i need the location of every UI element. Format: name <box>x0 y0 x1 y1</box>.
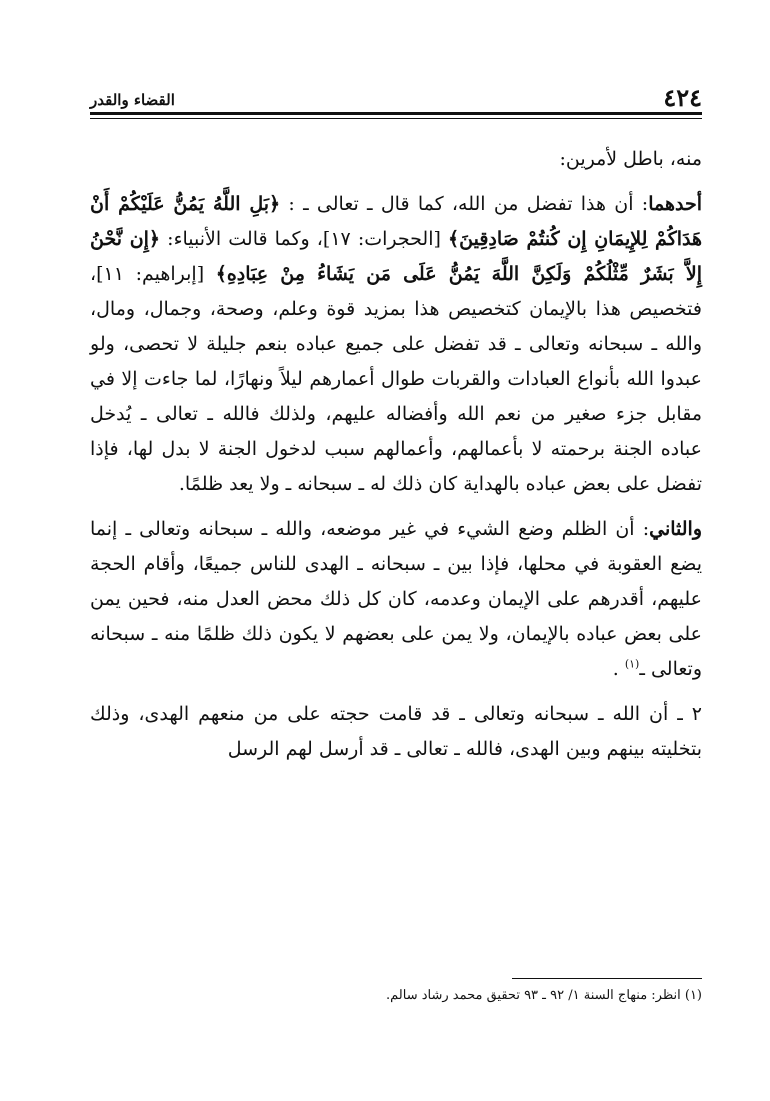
second-reason-end: . <box>612 658 625 680</box>
header-rule-thin <box>90 118 702 119</box>
running-header <box>90 80 702 110</box>
first-reason-lead: أحدهما <box>648 193 702 215</box>
footnote-text: (١) انظر: منهاج السنة ١/ ٩٢ ـ ٩٣ تحقيق محمد رشاد سالم. <box>385 988 702 1003</box>
footnote-reference[interactable]: (١) <box>624 657 640 671</box>
footnote-rule <box>512 978 702 979</box>
first-reason-text-1: : أن هذا تفضل من الله، كما قال ـ تعالى ـ : <box>280 193 649 215</box>
paragraph-first-reason <box>90 187 702 502</box>
first-reason-text-2: [الحجرات: ١٧]، وكما قالت الأنبياء: <box>160 228 449 250</box>
page-number: ٤٢٤ <box>663 83 702 112</box>
header-rule-thick <box>90 112 702 115</box>
running-title: القضاء والقدر <box>90 91 175 109</box>
first-reason-text-3: [إبراهيم: ١١]، فتخصيص هذا بالإيمان كتخصيص هذا بمزيد قوة وعلم، وصحة، وجمال، ومال، والله ـ سبحانه وتعالى ـ قد تفضل على جميع عباده بنعم جليلة لا تحصى، ولو عبدوا الله بأنواع العبادات والقربات طوال أعمارهم ليلاً ونهارًا، لما جاءت إلا في مقابل جزء صغير من نعم الله وأفضاله عليهم، ولذلك فالله ـ تعالى ـ يُدخل عباده الجنة برحمته لا بأعمالهم، وأعمالهم سبب لدخول الجنة لا بدل لها، فإذا تفضل على بعض عباده بالهداية كان ذلك له ـ سبحانه ـ ولا يعد ظلمًا. <box>90 263 702 495</box>
quran-verse-hujurat: ﴿بَلِ اللَّهُ يَمُنُّ عَلَيْكُمْ أَنْ هَدَاكُمْ لِلإِيمَانِ إِن كُنتُمْ صَادِقِينَ﴾ <box>90 193 703 250</box>
intro-line: منه، باطل لأمرين: <box>559 148 702 170</box>
body-text <box>90 142 702 767</box>
quran-verse-ibrahim: ﴿إِن نَّحْنُ إِلاَّ بَشَرٌ مِّثْلُكُمْ وَلَكِنَّ اللَّهَ يَمُنُّ عَلَى مَن يَشَاءُ مِنْ عِبَادِهِ﴾ <box>90 228 702 285</box>
second-reason-lead: والثاني <box>649 518 702 540</box>
book-page <box>90 0 702 1101</box>
paragraph-second-reason <box>90 512 702 687</box>
paragraph-point-two: ٢ ـ أن الله ـ سبحانه وتعالى ـ قد قامت حجته على من منعهم الهدى، وذلك بتخليته بينهم وبين الهدى، فالله ـ تعالى ـ قد أرسل لهم الرسل <box>90 703 702 760</box>
second-reason-text: : أن الظلم وضع الشيء في غير موضعه، والله ـ سبحانه وتعالى ـ إنما يضع العقوبة في محلها، فإذا بين ـ سبحانه ـ الهدى للناس جميعًا، وأقام الحجة عليهم، أقدرهم على الإيمان وعدمه، كان كل ذلك محض العدل منه، فحين يمن على بعض عباده بالإيمان، ولا يمن على بعضهم لا يكون ذلك ظلمًا منه ـ سبحانه وتعالى ـ <box>90 518 702 680</box>
